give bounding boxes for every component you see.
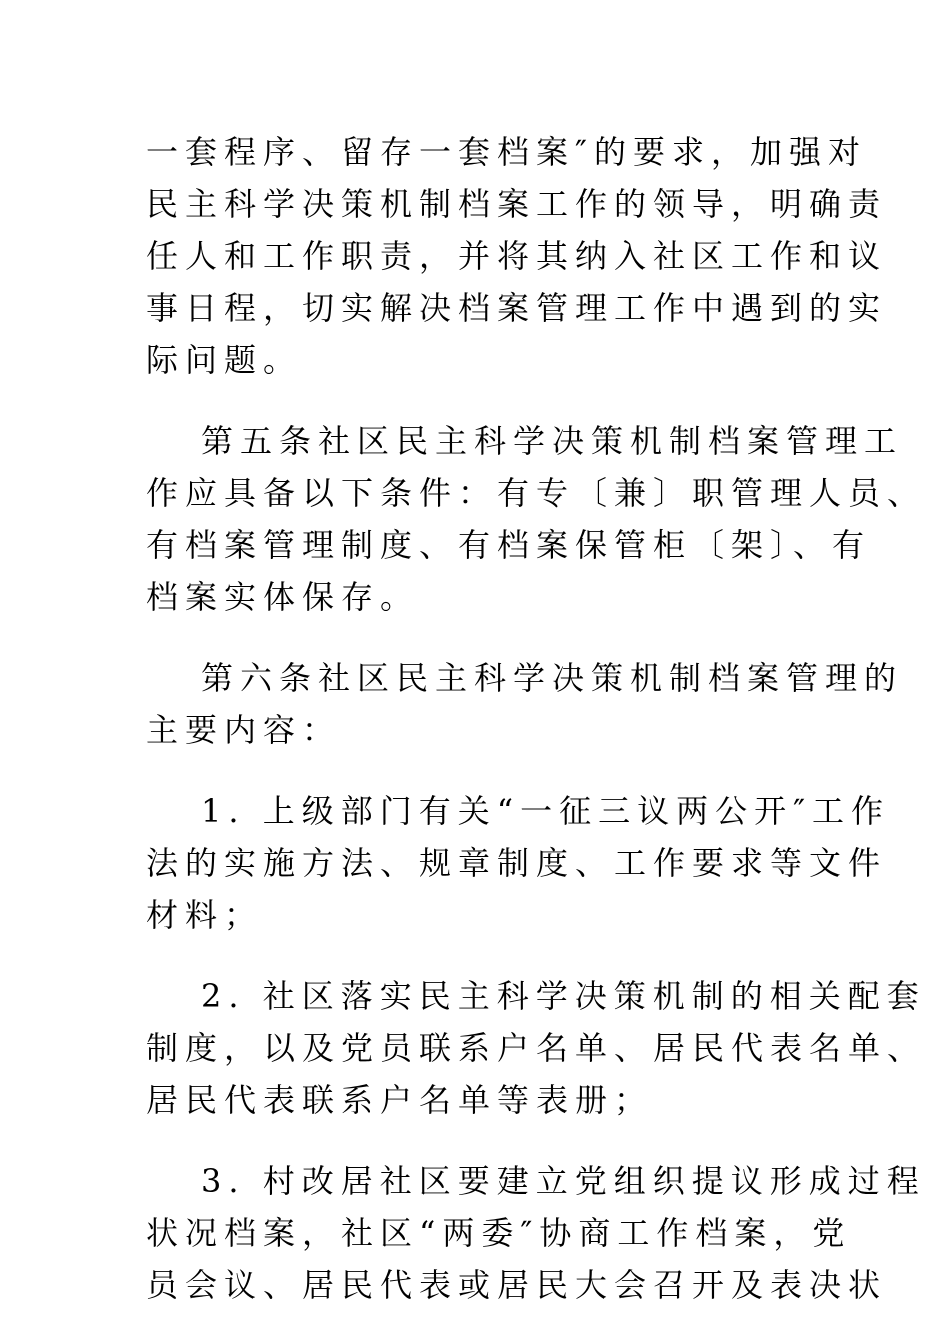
list-item-3	[146, 1155, 926, 1311]
text-line: 第五条社区民主科学决策机制档案管理工	[201, 422, 904, 460]
text-line: 1. 上级部门有关“一征三议两公开″工作	[201, 792, 891, 830]
text-line: 档案实体保存。	[146, 578, 420, 616]
paragraph-spacer	[146, 1126, 836, 1155]
text-line: 2. 社区落实民主科学决策机制的相关配套	[201, 977, 926, 1015]
text-line: 主要内容：	[146, 711, 342, 749]
paragraph-spacer	[146, 623, 836, 652]
text-line: 居民代表联系户名单等表册；	[146, 1081, 654, 1119]
paragraph-article-6	[146, 652, 904, 756]
paragraph-spacer	[146, 386, 836, 415]
text-line: 事日程，切实解决档案管理工作中遇到的实	[146, 289, 888, 327]
text-line: 际问题。	[146, 341, 303, 379]
text-line: 状况档案，社区“两委″协商工作档案，党	[146, 1214, 852, 1252]
text-line: 员会议、居民代表或居民大会召开及表决状	[146, 1266, 888, 1304]
text-line: 任人和工作职责，并将其纳入社区工作和议	[146, 237, 888, 275]
text-line: 作应具备以下条件：有专〔兼〕职管理人员、	[146, 474, 927, 512]
paragraph-article-5	[146, 415, 927, 623]
text-line: 第六条社区民主科学决策机制档案管理的	[201, 659, 904, 697]
text-line: 有档案管理制度、有档案保管柜〔架〕、有	[146, 526, 872, 564]
text-line: 一套程序、留存一套档案″的要求，加强对	[146, 133, 867, 171]
text-line: 民主科学决策机制档案工作的领导，明确责	[146, 185, 888, 223]
list-item-1	[146, 785, 891, 941]
paragraph-spacer	[146, 941, 836, 970]
text-line: 制度，以及党员联系户名单、居民代表名单、	[146, 1029, 927, 1067]
document-body	[146, 126, 927, 1311]
text-line: 法的实施方法、规章制度、工作要求等文件	[146, 844, 888, 882]
paragraph-continuation	[146, 126, 888, 386]
text-line: 材料；	[146, 896, 264, 934]
paragraph-spacer	[146, 756, 836, 785]
list-item-2	[146, 970, 927, 1126]
text-line: 3. 村改居社区要建立党组织提议形成过程	[201, 1162, 926, 1200]
